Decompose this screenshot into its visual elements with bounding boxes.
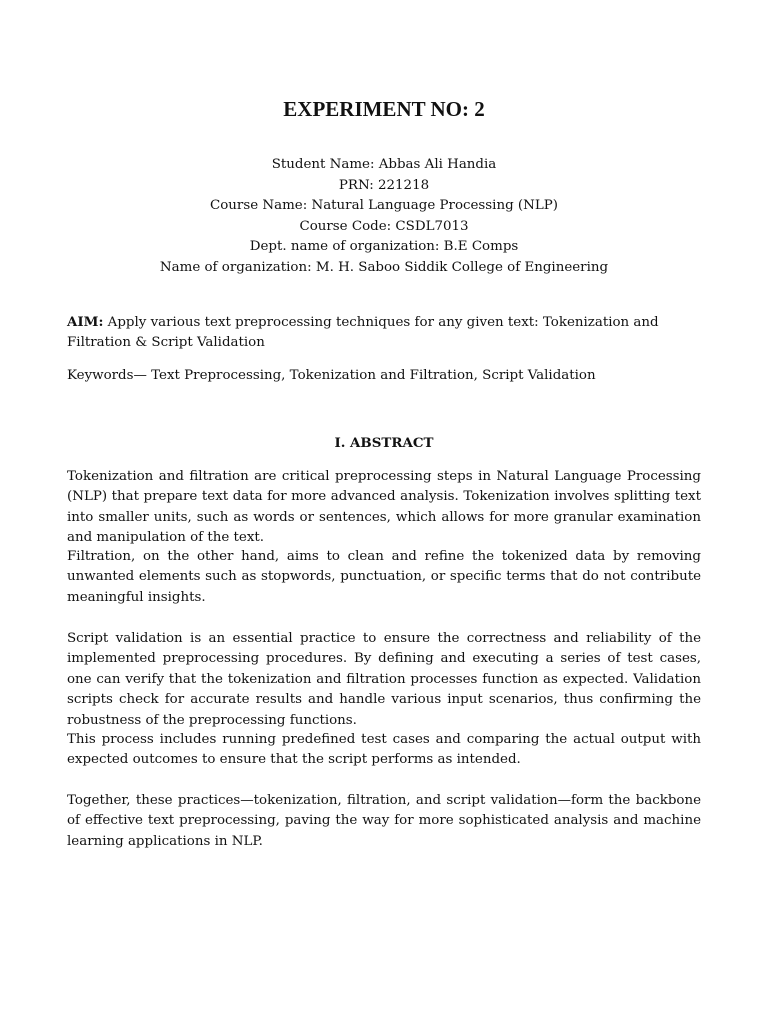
document-title: EXPERIMENT NO: 2 — [283, 97, 485, 121]
aim-label: AIM: — [67, 314, 104, 330]
organization-line: Name of organization: M. H. Saboo Siddik College of Engineering — [159, 259, 609, 275]
prn-line: PRN: 221218 — [338, 177, 430, 193]
student-name-line: Student Name: Abbas Ali Handia — [271, 157, 497, 172]
abstract-paragraph-tokenization: Tokenization and filtration are critical preprocessing steps in Natural Language Processing (NLP) that prepare text data for more advanced analysis. Tokenization involves splitting text into smaller units, such as words or sentences, which allows for more granular examination and manipulation of the text. — [67, 469, 701, 546]
aim-text: Apply various text preprocessing techniques for any given text: Tokenization and Filtration & Script Validation — [67, 315, 659, 351]
course-code-line: Course Code: CSDL7013 — [299, 218, 469, 234]
course-name-line: Course Name: Natural Language Processing (NLP) — [210, 198, 558, 213]
abstract-paragraph-script-validation: Script validation is an essential practice to ensure the correctness and reliability of the implemented preprocessing procedures. By defining and executing a series of test cases, one can verify that the tokenization and filtration processes function as expected. Validation scripts check for accurate results and handle various input scenarios, thus confirming the robustness of the preprocessing functions. — [67, 631, 701, 728]
abstract-paragraph-test-cases: This process includes running predefined test cases and comparing the actual output with expected outcomes to ensure that the script performs as intended. — [67, 732, 701, 768]
keywords-line: Keywords— Text Preprocessing, Tokenization and Filtration, Script Validation — [67, 368, 596, 383]
abstract-paragraph-conclusion: Together, these practices—tokenization, filtration, and script validation—form the backbone of effective text preprocessing, paving the way for more sophisticated analysis and machine learning applications in NLP. — [67, 793, 701, 849]
aim-paragraph — [67, 312, 701, 354]
abstract-heading: I. ABSTRACT — [334, 435, 434, 451]
student-info-block — [0, 155, 768, 278]
department-line: Dept. name of organization: B.E Comps — [249, 239, 519, 254]
abstract-paragraph-filtration: Filtration, on the other hand, aims to clean and refine the tokenized data by removing unwanted elements such as stopwords, punctuation, or specific terms that do not contribute meaningful insights. — [67, 549, 701, 605]
